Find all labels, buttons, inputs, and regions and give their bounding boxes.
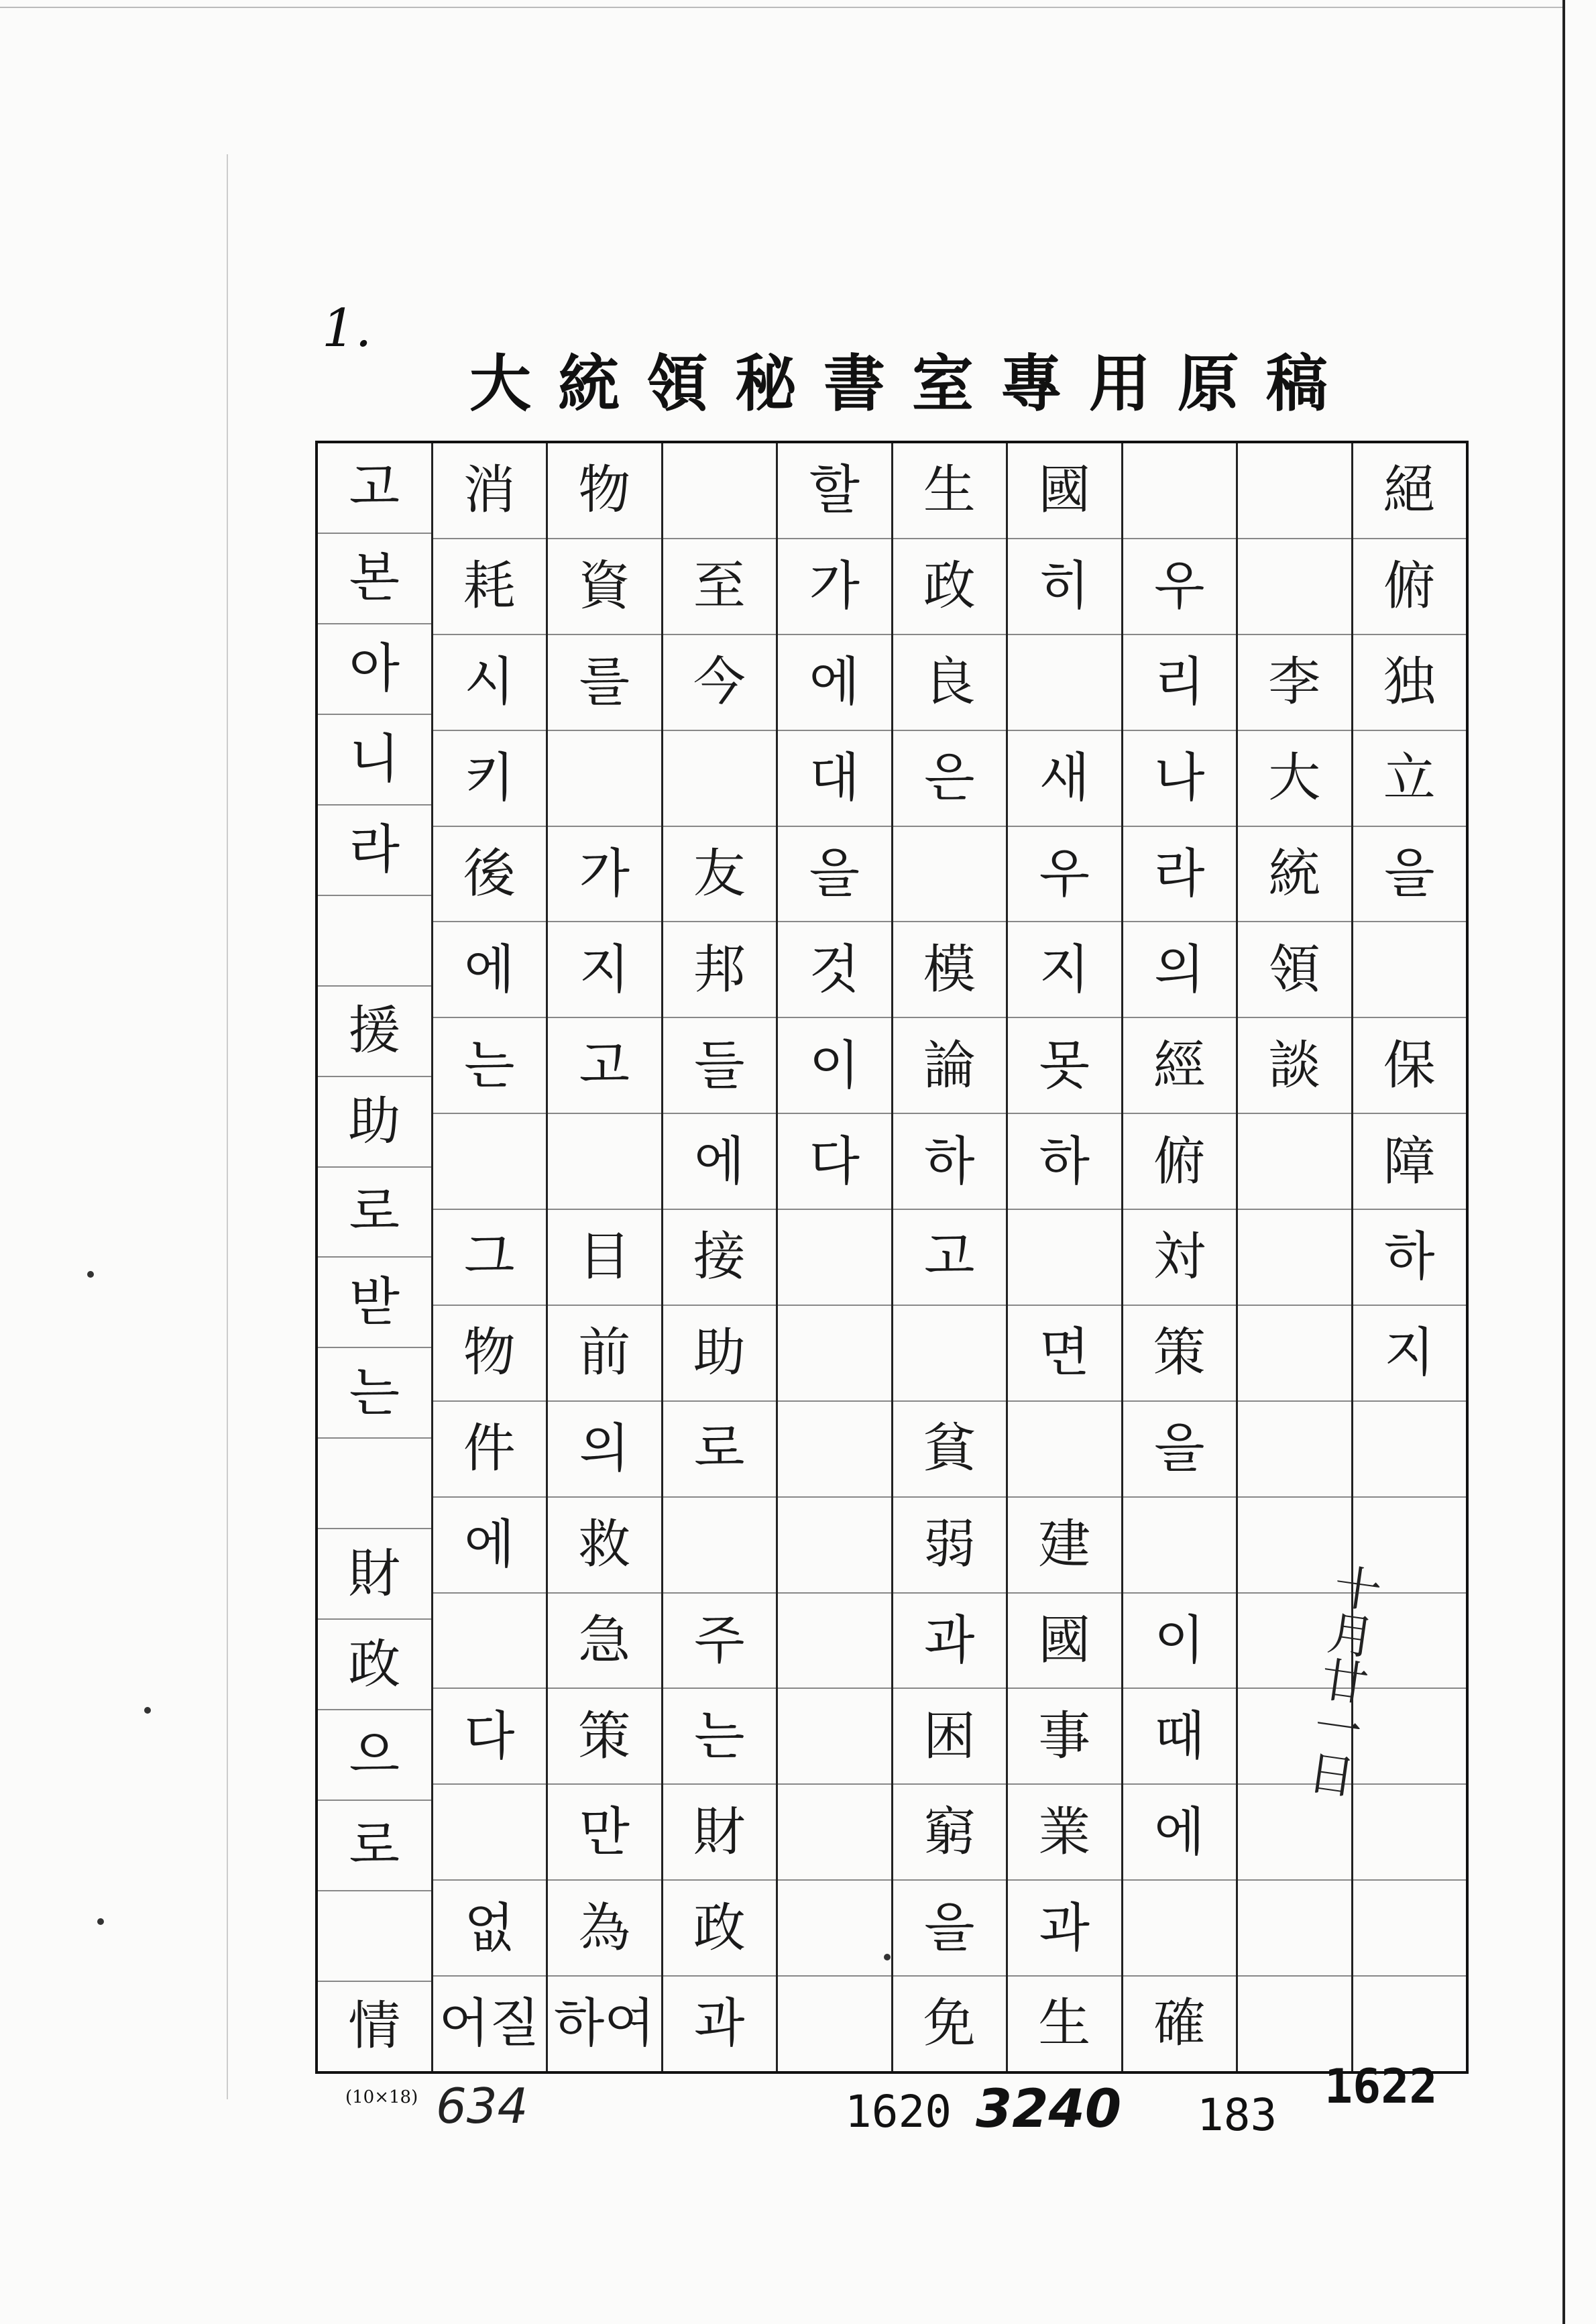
manuscript-cell: 友 bbox=[663, 826, 777, 922]
manuscript-cell bbox=[778, 1592, 891, 1688]
manuscript-cell bbox=[893, 1305, 1007, 1400]
header-character: 專 bbox=[1000, 347, 1062, 420]
manuscript-cell: 件 bbox=[433, 1400, 547, 1496]
manuscript-cell: 策 bbox=[1123, 1305, 1237, 1400]
manuscript-cell: 이 bbox=[778, 1017, 891, 1113]
header-character: 書 bbox=[823, 347, 885, 420]
header-character: 統 bbox=[557, 347, 620, 420]
manuscript-cell: 하 bbox=[1008, 1113, 1121, 1209]
manuscript-cell: 絕 bbox=[1383, 460, 1436, 521]
manuscript-cell: 物 bbox=[433, 1305, 547, 1400]
manuscript-cell bbox=[1238, 443, 1351, 538]
manuscript-cell: 에 bbox=[663, 1113, 777, 1209]
manuscript-cell bbox=[778, 1975, 891, 2071]
manuscript-cell: 키 bbox=[433, 730, 547, 826]
manuscript-cell: 消 bbox=[463, 460, 516, 521]
manuscript-cell: 政 bbox=[663, 1879, 777, 1975]
speck-mark bbox=[884, 1954, 891, 1960]
manuscript-cell: 立 bbox=[1353, 730, 1467, 826]
manuscript-cell: 困 bbox=[893, 1687, 1007, 1783]
manuscript-cell bbox=[1238, 1975, 1351, 2071]
manuscript-cell bbox=[663, 730, 777, 826]
manuscript-cell bbox=[1353, 1783, 1467, 1879]
manuscript-cell bbox=[778, 1209, 891, 1305]
manuscript-column bbox=[661, 443, 777, 2071]
manuscript-cell: 事 bbox=[1008, 1687, 1121, 1783]
manuscript-cell: 為 bbox=[548, 1879, 661, 1975]
manuscript-cell bbox=[1238, 1209, 1351, 1305]
manuscript-cell: 못 bbox=[1008, 1017, 1121, 1113]
manuscript-cell: 急 bbox=[548, 1592, 661, 1688]
manuscript-cell bbox=[893, 826, 1007, 922]
manuscript-cell: 으 bbox=[318, 1709, 431, 1800]
manuscript-cell: 히 bbox=[1008, 538, 1121, 634]
manuscript-cell: 과 bbox=[663, 1975, 777, 2071]
manuscript-cell: 하 bbox=[1353, 1209, 1467, 1305]
manuscript-cell: 하여 bbox=[548, 1975, 661, 2071]
manuscript-cell: 라 bbox=[1123, 826, 1237, 922]
manuscript-cell: 니 bbox=[318, 714, 431, 804]
manuscript-cell: 独 bbox=[1353, 634, 1467, 730]
manuscript-cell: 에 bbox=[778, 634, 891, 730]
manuscript-cell: 라 bbox=[318, 804, 431, 895]
archive-sequence-number: 183 bbox=[1197, 2089, 1277, 2141]
manuscript-cell: 免 bbox=[893, 1975, 1007, 2071]
manuscript-cell: 면 bbox=[1008, 1305, 1121, 1400]
manuscript-cell bbox=[433, 1113, 547, 1209]
binding-margin-line bbox=[227, 154, 228, 2099]
manuscript-cell: 로 bbox=[663, 1400, 777, 1496]
manuscript-cell: 援 bbox=[318, 985, 431, 1076]
manuscript-cell: 模 bbox=[893, 921, 1007, 1017]
manuscript-cell bbox=[318, 1890, 431, 1981]
manuscript-cell: 고 bbox=[349, 457, 400, 518]
manuscript-cell: 弱 bbox=[893, 1496, 1007, 1592]
manuscript-cell: 은 bbox=[893, 730, 1007, 826]
manuscript-cell bbox=[548, 730, 661, 826]
handwritten-archive-number: 3240 bbox=[976, 2079, 1122, 2140]
manuscript-cell bbox=[433, 1592, 547, 1688]
speck-mark bbox=[144, 1707, 151, 1714]
handwritten-number: 634 bbox=[436, 2078, 528, 2134]
manuscript-cell: 李 bbox=[1238, 634, 1351, 730]
manuscript-cell bbox=[1123, 443, 1237, 538]
manuscript-cell bbox=[548, 1113, 661, 1209]
manuscript-column bbox=[1236, 443, 1351, 2071]
manuscript-column bbox=[1121, 443, 1237, 2071]
manuscript-cell: 目 bbox=[548, 1209, 661, 1305]
manuscript-cell: 과 bbox=[893, 1592, 1007, 1688]
manuscript-cell: 財 bbox=[318, 1528, 431, 1618]
manuscript-cell: 대 bbox=[778, 730, 891, 826]
manuscript-cell: 窮 bbox=[893, 1783, 1007, 1879]
header-character: 大 bbox=[469, 347, 532, 420]
manuscript-cell bbox=[663, 1496, 777, 1592]
manuscript-cell: 을 bbox=[1123, 1400, 1237, 1496]
manuscript-cell: 받 bbox=[318, 1256, 431, 1347]
manuscript-cell bbox=[1238, 1305, 1351, 1400]
manuscript-cell: 그 bbox=[433, 1209, 547, 1305]
manuscript-cell: 物 bbox=[578, 460, 631, 521]
manuscript-cell bbox=[1238, 538, 1351, 634]
manuscript-cell: 것 bbox=[778, 921, 891, 1017]
manuscript-cell: 로 bbox=[318, 1166, 431, 1257]
manuscript-column bbox=[776, 443, 891, 2071]
manuscript-cell: 國 bbox=[1008, 1592, 1121, 1688]
manuscript-cell: 後 bbox=[433, 826, 547, 922]
manuscript-cell: 때 bbox=[1123, 1687, 1237, 1783]
manuscript-column bbox=[431, 443, 547, 2071]
manuscript-cell: 우 bbox=[1123, 538, 1237, 634]
manuscript-cell: 우 bbox=[1008, 826, 1121, 922]
manuscript-cell: 없 bbox=[433, 1879, 547, 1975]
manuscript-cell: 만 bbox=[548, 1783, 661, 1879]
manuscript-cell bbox=[1008, 1209, 1121, 1305]
manuscript-cell: 는 bbox=[433, 1017, 547, 1113]
header-character: 用 bbox=[1088, 347, 1151, 420]
speck-mark bbox=[87, 1271, 94, 1278]
manuscript-column bbox=[546, 443, 661, 2071]
manuscript-cell: 業 bbox=[1008, 1783, 1121, 1879]
manuscript-cell: 情 bbox=[318, 1981, 431, 2071]
manuscript-cell: 俯 bbox=[1353, 538, 1467, 634]
form-size-label: (10×18) bbox=[345, 2087, 418, 2107]
manuscript-cell: 策 bbox=[548, 1687, 661, 1783]
manuscript-cell: 어질 bbox=[433, 1975, 547, 2071]
manuscript-cell: 아 bbox=[318, 623, 431, 714]
manuscript-cell: 다 bbox=[778, 1113, 891, 1209]
manuscript-cell bbox=[1238, 1783, 1351, 1879]
manuscript-paper-header bbox=[469, 339, 1328, 419]
manuscript-cell: 를 bbox=[548, 634, 661, 730]
manuscript-cell bbox=[1238, 1113, 1351, 1209]
manuscript-cell: 論 bbox=[893, 1017, 1007, 1113]
manuscript-cell: 俯 bbox=[1123, 1113, 1237, 1209]
manuscript-cell bbox=[1123, 1496, 1237, 1592]
manuscript-cell bbox=[778, 1879, 891, 1975]
manuscript-cell: 保 bbox=[1353, 1017, 1467, 1113]
manuscript-cell: 接 bbox=[663, 1209, 777, 1305]
manuscript-column bbox=[1351, 443, 1467, 2071]
manuscript-cell: 確 bbox=[1123, 1975, 1237, 2071]
page-number: 1. bbox=[322, 298, 372, 359]
manuscript-cell: 지 bbox=[1008, 921, 1121, 1017]
manuscript-cell bbox=[1353, 1975, 1467, 2071]
manuscript-column bbox=[318, 443, 431, 2071]
manuscript-cell bbox=[318, 895, 431, 985]
manuscript-cell: 로 bbox=[318, 1800, 431, 1890]
archive-stamp-number: 1620 bbox=[845, 2086, 952, 2138]
manuscript-cell bbox=[1008, 634, 1121, 730]
manuscript-cell: 統 bbox=[1238, 826, 1351, 922]
manuscript-cell: 리 bbox=[1123, 634, 1237, 730]
manuscript-cell: 에 bbox=[433, 921, 547, 1017]
manuscript-cell: 지 bbox=[1353, 1305, 1467, 1400]
manuscript-cell bbox=[1353, 1879, 1467, 1975]
manuscript-cell: 良 bbox=[893, 634, 1007, 730]
manuscript-cell: 貧 bbox=[893, 1400, 1007, 1496]
header-character: 室 bbox=[911, 347, 974, 420]
manuscript-column bbox=[891, 443, 1007, 2071]
manuscript-cell bbox=[318, 1437, 431, 1528]
manuscript-cell: 시 bbox=[433, 634, 547, 730]
manuscript-cell: 하 bbox=[893, 1113, 1007, 1209]
manuscript-cell: 이 bbox=[1123, 1592, 1237, 1688]
manuscript-cell bbox=[778, 1687, 891, 1783]
manuscript-cell bbox=[778, 1400, 891, 1496]
manuscript-cell: 과 bbox=[1008, 1879, 1121, 1975]
manuscript-cell: 새 bbox=[1008, 730, 1121, 826]
manuscript-cell: 資 bbox=[548, 538, 661, 634]
manuscript-cell: 經 bbox=[1123, 1017, 1237, 1113]
manuscript-cell bbox=[1353, 921, 1467, 1017]
manuscript-cell: 의 bbox=[1123, 921, 1237, 1017]
manuscript-cell bbox=[778, 1783, 891, 1879]
manuscript-cell: 을 bbox=[1353, 826, 1467, 922]
manuscript-cell: 政 bbox=[318, 1618, 431, 1709]
manuscript-cell bbox=[663, 443, 777, 538]
manuscript-cell: 障 bbox=[1353, 1113, 1467, 1209]
page-top-edge bbox=[0, 7, 1562, 8]
speck-mark bbox=[97, 1918, 104, 1925]
manuscript-column bbox=[1006, 443, 1121, 2071]
manuscript-cell: 의 bbox=[548, 1400, 661, 1496]
manuscript-cell: 나 bbox=[1123, 730, 1237, 826]
manuscript-cell: 至 bbox=[663, 538, 777, 634]
manuscript-cell bbox=[1238, 1400, 1351, 1496]
header-character: 領 bbox=[646, 347, 708, 420]
manuscript-cell: 본 bbox=[318, 533, 431, 623]
manuscript-cell: 주 bbox=[663, 1592, 777, 1688]
manuscript-cell: 助 bbox=[663, 1305, 777, 1400]
manuscript-cell: 対 bbox=[1123, 1209, 1237, 1305]
manuscript-cell bbox=[433, 1783, 547, 1879]
manuscript-cell: 助 bbox=[318, 1076, 431, 1166]
manuscript-cell: 建 bbox=[1008, 1496, 1121, 1592]
manuscript-cell: 領 bbox=[1238, 921, 1351, 1017]
manuscript-cell: 前 bbox=[548, 1305, 661, 1400]
manuscript-cell: 을 bbox=[893, 1879, 1007, 1975]
manuscript-cell: 고 bbox=[548, 1017, 661, 1113]
manuscript-cell: 지 bbox=[548, 921, 661, 1017]
manuscript-cell: 에 bbox=[1123, 1783, 1237, 1879]
manuscript-cell: 을 bbox=[778, 826, 891, 922]
manuscript-cell bbox=[1238, 1879, 1351, 1975]
manuscript-cell: 다 bbox=[433, 1687, 547, 1783]
page-right-edge bbox=[1562, 0, 1565, 2324]
manuscript-cell: 國 bbox=[1038, 460, 1091, 521]
header-character: 稿 bbox=[1265, 347, 1328, 420]
manuscript-cell: 政 bbox=[893, 538, 1007, 634]
manuscript-cell bbox=[1123, 1879, 1237, 1975]
header-character: 原 bbox=[1177, 347, 1239, 420]
manuscript-cell: 財 bbox=[663, 1783, 777, 1879]
manuscript-cell: 는 bbox=[663, 1687, 777, 1783]
manuscript-cell: 今 bbox=[663, 634, 777, 730]
manuscript-cell: 들 bbox=[663, 1017, 777, 1113]
manuscript-cell: 耗 bbox=[433, 538, 547, 634]
manuscript-grid bbox=[315, 441, 1469, 2074]
header-character: 秘 bbox=[734, 347, 797, 420]
manuscript-cell: 가 bbox=[778, 538, 891, 634]
manuscript-cell: 大 bbox=[1238, 730, 1351, 826]
manuscript-cell: 邦 bbox=[663, 921, 777, 1017]
manuscript-cell bbox=[778, 1496, 891, 1592]
manuscript-cell: 生 bbox=[923, 460, 976, 521]
page-stamp-number: 1622 bbox=[1324, 2059, 1438, 2114]
manuscript-cell: 할 bbox=[809, 460, 860, 521]
manuscript-cell: 에 bbox=[433, 1496, 547, 1592]
date-margin-note: 十月廿一日 bbox=[1298, 1559, 1385, 1800]
manuscript-cell: 生 bbox=[1008, 1975, 1121, 2071]
manuscript-cell: 救 bbox=[548, 1496, 661, 1592]
manuscript-cell: 고 bbox=[893, 1209, 1007, 1305]
manuscript-cell bbox=[778, 1305, 891, 1400]
manuscript-cell: 는 bbox=[318, 1347, 431, 1437]
manuscript-cell: 가 bbox=[548, 826, 661, 922]
manuscript-cell bbox=[1008, 1400, 1121, 1496]
manuscript-cell bbox=[1353, 1400, 1467, 1496]
manuscript-cell: 談 bbox=[1238, 1017, 1351, 1113]
